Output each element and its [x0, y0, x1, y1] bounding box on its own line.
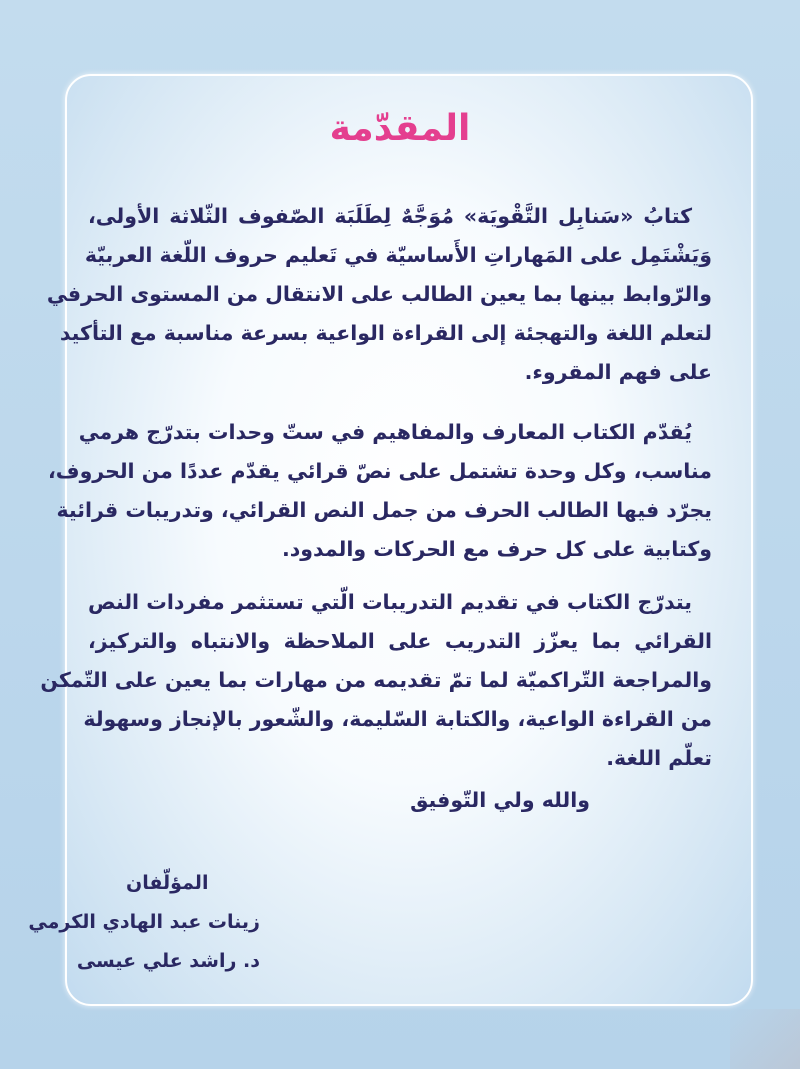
paragraph-3-line: من القراءة الواعية، والكتابة السّليمة، والشّعور بالإنجاز وسهولة — [83, 707, 712, 731]
paragraph-3-line: تعلّم اللغة. — [606, 746, 712, 770]
paragraph-1-line: لتعلم اللغة والتهجئة إلى القراءة الواعية بسرعة مناسبة مع التأكيد — [59, 321, 712, 345]
paragraph-2-line: مناسب، وكل وحدة تشتمل على نصّ قرائي يقدّم عددًا من الحروف، — [47, 459, 712, 483]
page-corner-shade — [730, 1009, 800, 1069]
authors-heading: المؤلّفان — [126, 872, 209, 894]
paragraph-2-line: يُقدّم الكتاب المعارف والمفاهيم في ستّ وحدات بتدرّج هرمي — [78, 420, 692, 444]
page-title: المقدّمة — [329, 108, 471, 149]
paragraph-3-line: القرائي بما يعزّز التدريب على الملاحظة والانتباه والتركيز، — [88, 629, 712, 653]
paragraph-3 — [40, 583, 712, 778]
paragraph-2 — [47, 413, 712, 569]
paragraph-2-line: وكتابية على كل حرف مع الحركات والمدود. — [282, 537, 712, 561]
closing-line: والله ولي التّوفيق — [410, 788, 590, 812]
paragraph-1-line: والرّوابط بينها بما يعين الطالب على الانتقال من المستوى الحرفي — [46, 282, 712, 306]
author-name: زينات عبد الهادي الكرمي — [28, 911, 260, 933]
paragraph-3-line: يتدرّج الكتاب في تقديم التدريبات الّتي تستثمر مفردات النص — [88, 590, 692, 614]
paragraph-2-line: يجرّد فيها الطالب الحرف من جمل النص القرائي، وتدريبات قرائية — [56, 498, 712, 522]
paragraph-1-line: كتابُ «سَنابِل التَّقْويَة» مُوَجَّهٌ لِطَلَبَة الصّفوف الثّلاثة الأولى، — [88, 204, 692, 228]
author-name: د. راشد علي عيسى — [76, 950, 260, 972]
paragraph-1-line: على فهم المقروء. — [524, 360, 712, 384]
authors-block — [28, 864, 260, 981]
paragraph-3-line: والمراجعة التّراكميّة لما تمّ تقديمه من مهارات بما يعين على التّمكن — [40, 668, 712, 692]
paragraph-1-line: وَيَشْتَمِل على المَهاراتِ الأَساسيّة في تَعليم حروف اللّغة العربيّة — [84, 243, 712, 267]
paragraph-1 — [46, 197, 712, 392]
